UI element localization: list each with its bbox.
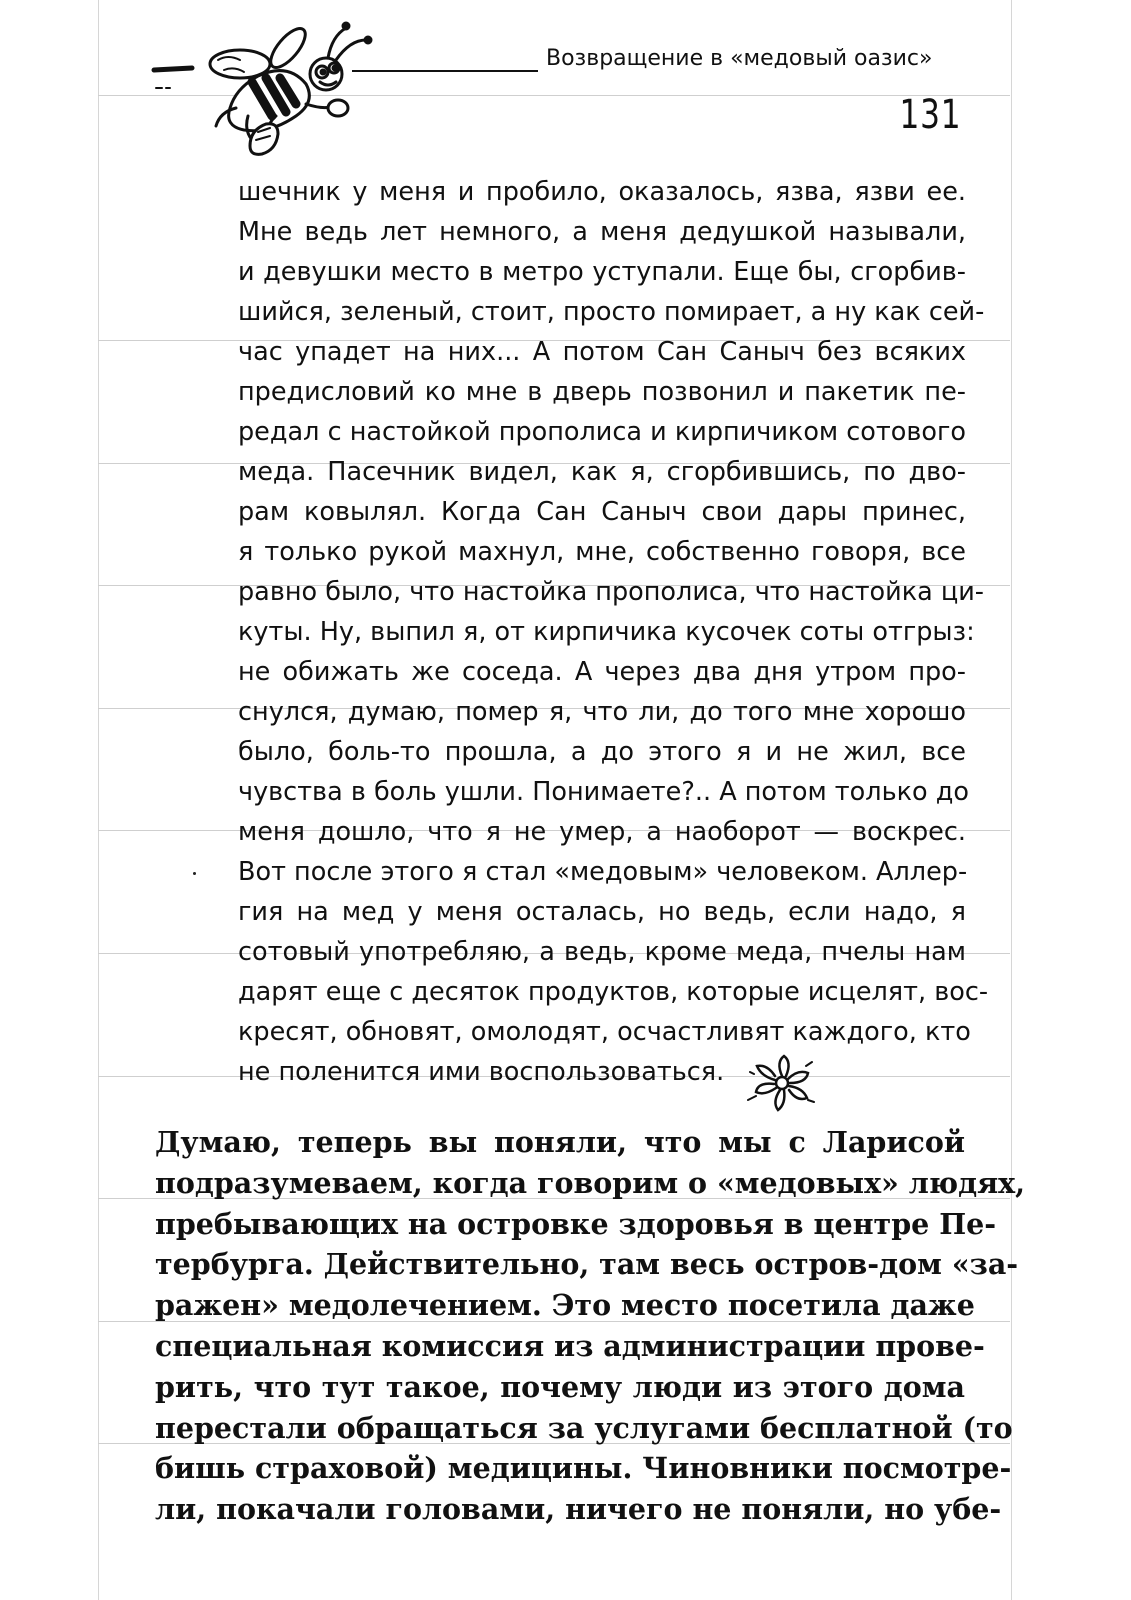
quote-line: и девушки место в метро уступали. Еще бы, сгорбив-	[238, 257, 966, 287]
quote-line: Вот после этого я стал «медовым» человеком. Аллер-	[238, 857, 968, 887]
body-line: подразумеваем, когда говорим о «медовых» людях,	[155, 1165, 1026, 1200]
running-head-title: Возвращение в «медовый оазис»	[546, 46, 933, 71]
quote-line: дарят еще с десяток продуктов, которые исцелят, вос-	[238, 977, 989, 1007]
header-rule	[352, 70, 538, 72]
flower-ornament-icon	[744, 1052, 820, 1114]
quote-line: шийся, зеленый, стоит, просто помирает, а ну как сей-	[238, 297, 985, 327]
body-line: пребывающих на островке здоровья в центре Пе-	[155, 1206, 997, 1241]
quote-line: шечник у меня и пробило, оказалось, язва, язви ее.	[238, 177, 966, 207]
body-line: тербурга. Действительно, там весь остров-дом «за-	[155, 1247, 1019, 1282]
quote-line: меда. Пасечник видел, как я, сгорбившись, по дво-	[238, 457, 966, 487]
quote-line: чувства в боль ушли. Понимаете?.. А потом только до	[238, 777, 969, 807]
body-line: ли, покачали головами, ничего не поняли, но убе-	[155, 1492, 1002, 1527]
body-line: перестали обращаться за услугами бесплатной (то	[155, 1410, 1013, 1445]
body-line: рить, что тут такое, почему люди из этого дома	[155, 1369, 965, 1404]
quote-line: было, боль-то прошла, а до этого я и не жил, все	[238, 737, 966, 767]
body-line: Думаю, теперь вы поняли, что мы с Ларисой	[155, 1125, 965, 1159]
quote-line: меня дошло, что я не умер, а наоборот — воскрес.	[238, 817, 966, 847]
quote-line: рам ковылял. Когда Сан Саныч свои дары принес,	[238, 497, 966, 527]
quote-line: кресят, обновят, омолодят, осчастливят каждого, кто	[238, 1017, 971, 1047]
body-line: бишь страховой) медицины. Чиновники посмотре-	[155, 1451, 1012, 1486]
quote-line: куты. Ну, выпил я, от кирпичика кусочек соты отгрыз:	[238, 617, 975, 647]
quote-line: сотовый употребляю, а ведь, кроме меда, пчелы нам	[238, 937, 966, 967]
quote-line: не поленится ими воспользоваться.	[238, 1057, 725, 1087]
quote-line: час упадет на них... А потом Сан Саныч без всяких	[238, 337, 966, 367]
scan-speck	[193, 872, 196, 875]
page-number: 131	[899, 92, 961, 138]
quote-line: гия на мед у меня осталась, но ведь, если надо, я	[238, 897, 966, 927]
body-line: специальная комиссия из администрации прове-	[155, 1328, 985, 1363]
body-line: ражен» медолечением. Это место посетила даже	[155, 1288, 975, 1323]
quote-line: не обижать же соседа. А через два дня утром про-	[238, 657, 966, 687]
body-paragraph	[155, 1122, 1026, 1530]
quote-line: равно было, что настойка прополиса, что настойка ци-	[238, 577, 984, 607]
quoted-story	[238, 172, 989, 1092]
quote-line: я только рукой махнул, мне, собственно говоря, все	[238, 537, 966, 567]
quote-line: предисловий ко мне в дверь позвонил и пакетик пе-	[238, 377, 966, 407]
quote-line: Мне ведь лет немного, а меня дедушкой называли,	[238, 217, 966, 247]
quote-line: редал с настойкой прополиса и кирпичиком сотового	[238, 417, 966, 447]
quote-line: снулся, думаю, помер я, что ли, до того мне хорошо	[238, 697, 966, 727]
bee-cartoon-icon	[140, 8, 380, 158]
